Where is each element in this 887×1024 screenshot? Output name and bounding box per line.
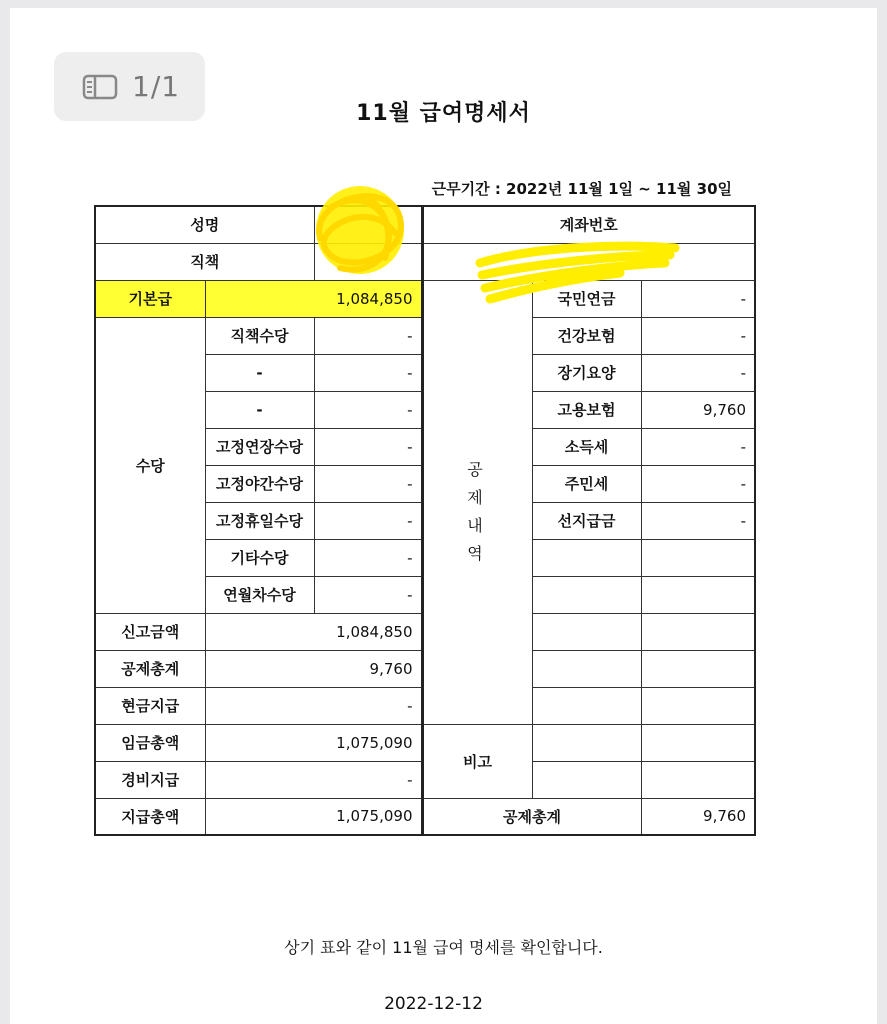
deduction-empty-cell — [532, 576, 641, 613]
confirmation-text: 상기 표와 같이 11월 급여 명세를 확인합니다. — [284, 938, 603, 957]
allowance-value: - — [314, 576, 422, 613]
remarks-label: 비고 — [422, 724, 532, 798]
summary-value: - — [205, 687, 422, 724]
allowance-label: 직책수당 — [205, 317, 314, 354]
summary-label: 공제총계 — [95, 650, 205, 687]
deduction-label: 건강보험 — [532, 317, 641, 354]
remarks-empty-cell — [532, 761, 641, 798]
deduction-value: - — [641, 502, 755, 539]
deduction-empty-cell — [641, 613, 755, 650]
position-label: 직책 — [95, 243, 314, 280]
remarks-empty-cell — [532, 724, 641, 761]
base-pay-label: 기본급 — [95, 280, 205, 317]
summary-value: 1,075,090 — [205, 798, 422, 835]
deduction-value: - — [641, 465, 755, 502]
deduction-label: 선지급금 — [532, 502, 641, 539]
remarks-empty-cell — [641, 761, 755, 798]
allowance-label: 고정휴일수당 — [205, 502, 314, 539]
allowance-label: - — [205, 354, 314, 391]
allowance-value: - — [314, 465, 422, 502]
allowance-value: - — [314, 391, 422, 428]
allowance-value: - — [314, 354, 422, 391]
deduction-total-value: 9,760 — [641, 798, 755, 835]
deduction-empty-cell — [641, 576, 755, 613]
summary-value: 1,075,090 — [205, 724, 422, 761]
position-value-redacted — [314, 243, 422, 280]
summary-value: 9,760 — [205, 650, 422, 687]
allowance-value: - — [314, 502, 422, 539]
page-number: 1/1 — [132, 70, 181, 103]
vertical-char: 제 — [467, 488, 483, 507]
deduction-value: - — [641, 280, 755, 317]
account-label: 계좌번호 — [422, 206, 755, 243]
summary-label: 지급총액 — [95, 798, 205, 835]
issue-date: 2022-12-12 — [384, 994, 483, 1014]
summary-label: 경비지급 — [95, 761, 205, 798]
allowance-group-label: 수당 — [95, 317, 205, 613]
allowance-label: - — [205, 391, 314, 428]
deduction-empty-cell — [532, 687, 641, 724]
deduction-empty-cell — [532, 539, 641, 576]
work-period: 근무기간 : 2022년 11월 1일 ~ 11월 30일 — [431, 180, 732, 198]
summary-label: 현금지급 — [95, 687, 205, 724]
payslip-table — [94, 205, 756, 836]
deduction-empty-cell — [641, 539, 755, 576]
name-label: 성명 — [95, 206, 314, 243]
deduction-label: 장기요양 — [532, 354, 641, 391]
deduction-empty-cell — [641, 650, 755, 687]
allowance-label: 고정야간수당 — [205, 465, 314, 502]
allowance-value: - — [314, 317, 422, 354]
deduction-value: - — [641, 317, 755, 354]
document-page — [10, 8, 877, 1024]
summary-value: - — [205, 761, 422, 798]
deduction-label: 고용보험 — [532, 391, 641, 428]
allowance-label: 연월차수당 — [205, 576, 314, 613]
deduction-value: - — [641, 428, 755, 465]
base-pay-value: 1,084,850 — [205, 280, 422, 317]
vertical-char: 내 — [467, 516, 483, 535]
remarks-empty-cell — [641, 724, 755, 761]
deduction-value: - — [641, 354, 755, 391]
deductions-vertical-label — [460, 456, 490, 568]
summary-label: 임금총액 — [95, 724, 205, 761]
summary-value: 1,084,850 — [205, 613, 422, 650]
vertical-char: 공 — [467, 460, 483, 479]
summary-label: 신고금액 — [95, 613, 205, 650]
allowance-label: 기타수당 — [205, 539, 314, 576]
deduction-empty-cell — [641, 687, 755, 724]
allowance-value: - — [314, 539, 422, 576]
deduction-label: 국민연금 — [532, 280, 641, 317]
document-title: 11월 급여명세서 — [356, 101, 531, 126]
account-value-redacted — [422, 243, 755, 280]
deduction-total-label: 공제총계 — [422, 798, 641, 835]
deduction-empty-cell — [532, 613, 641, 650]
deduction-label: 주민세 — [532, 465, 641, 502]
allowance-label: 고정연장수당 — [205, 428, 314, 465]
name-value-redacted — [314, 206, 422, 243]
vertical-char: 역 — [467, 544, 483, 563]
deduction-label: 소득세 — [532, 428, 641, 465]
allowance-value: - — [314, 428, 422, 465]
deduction-empty-cell — [532, 650, 641, 687]
deduction-value: 9,760 — [641, 391, 755, 428]
